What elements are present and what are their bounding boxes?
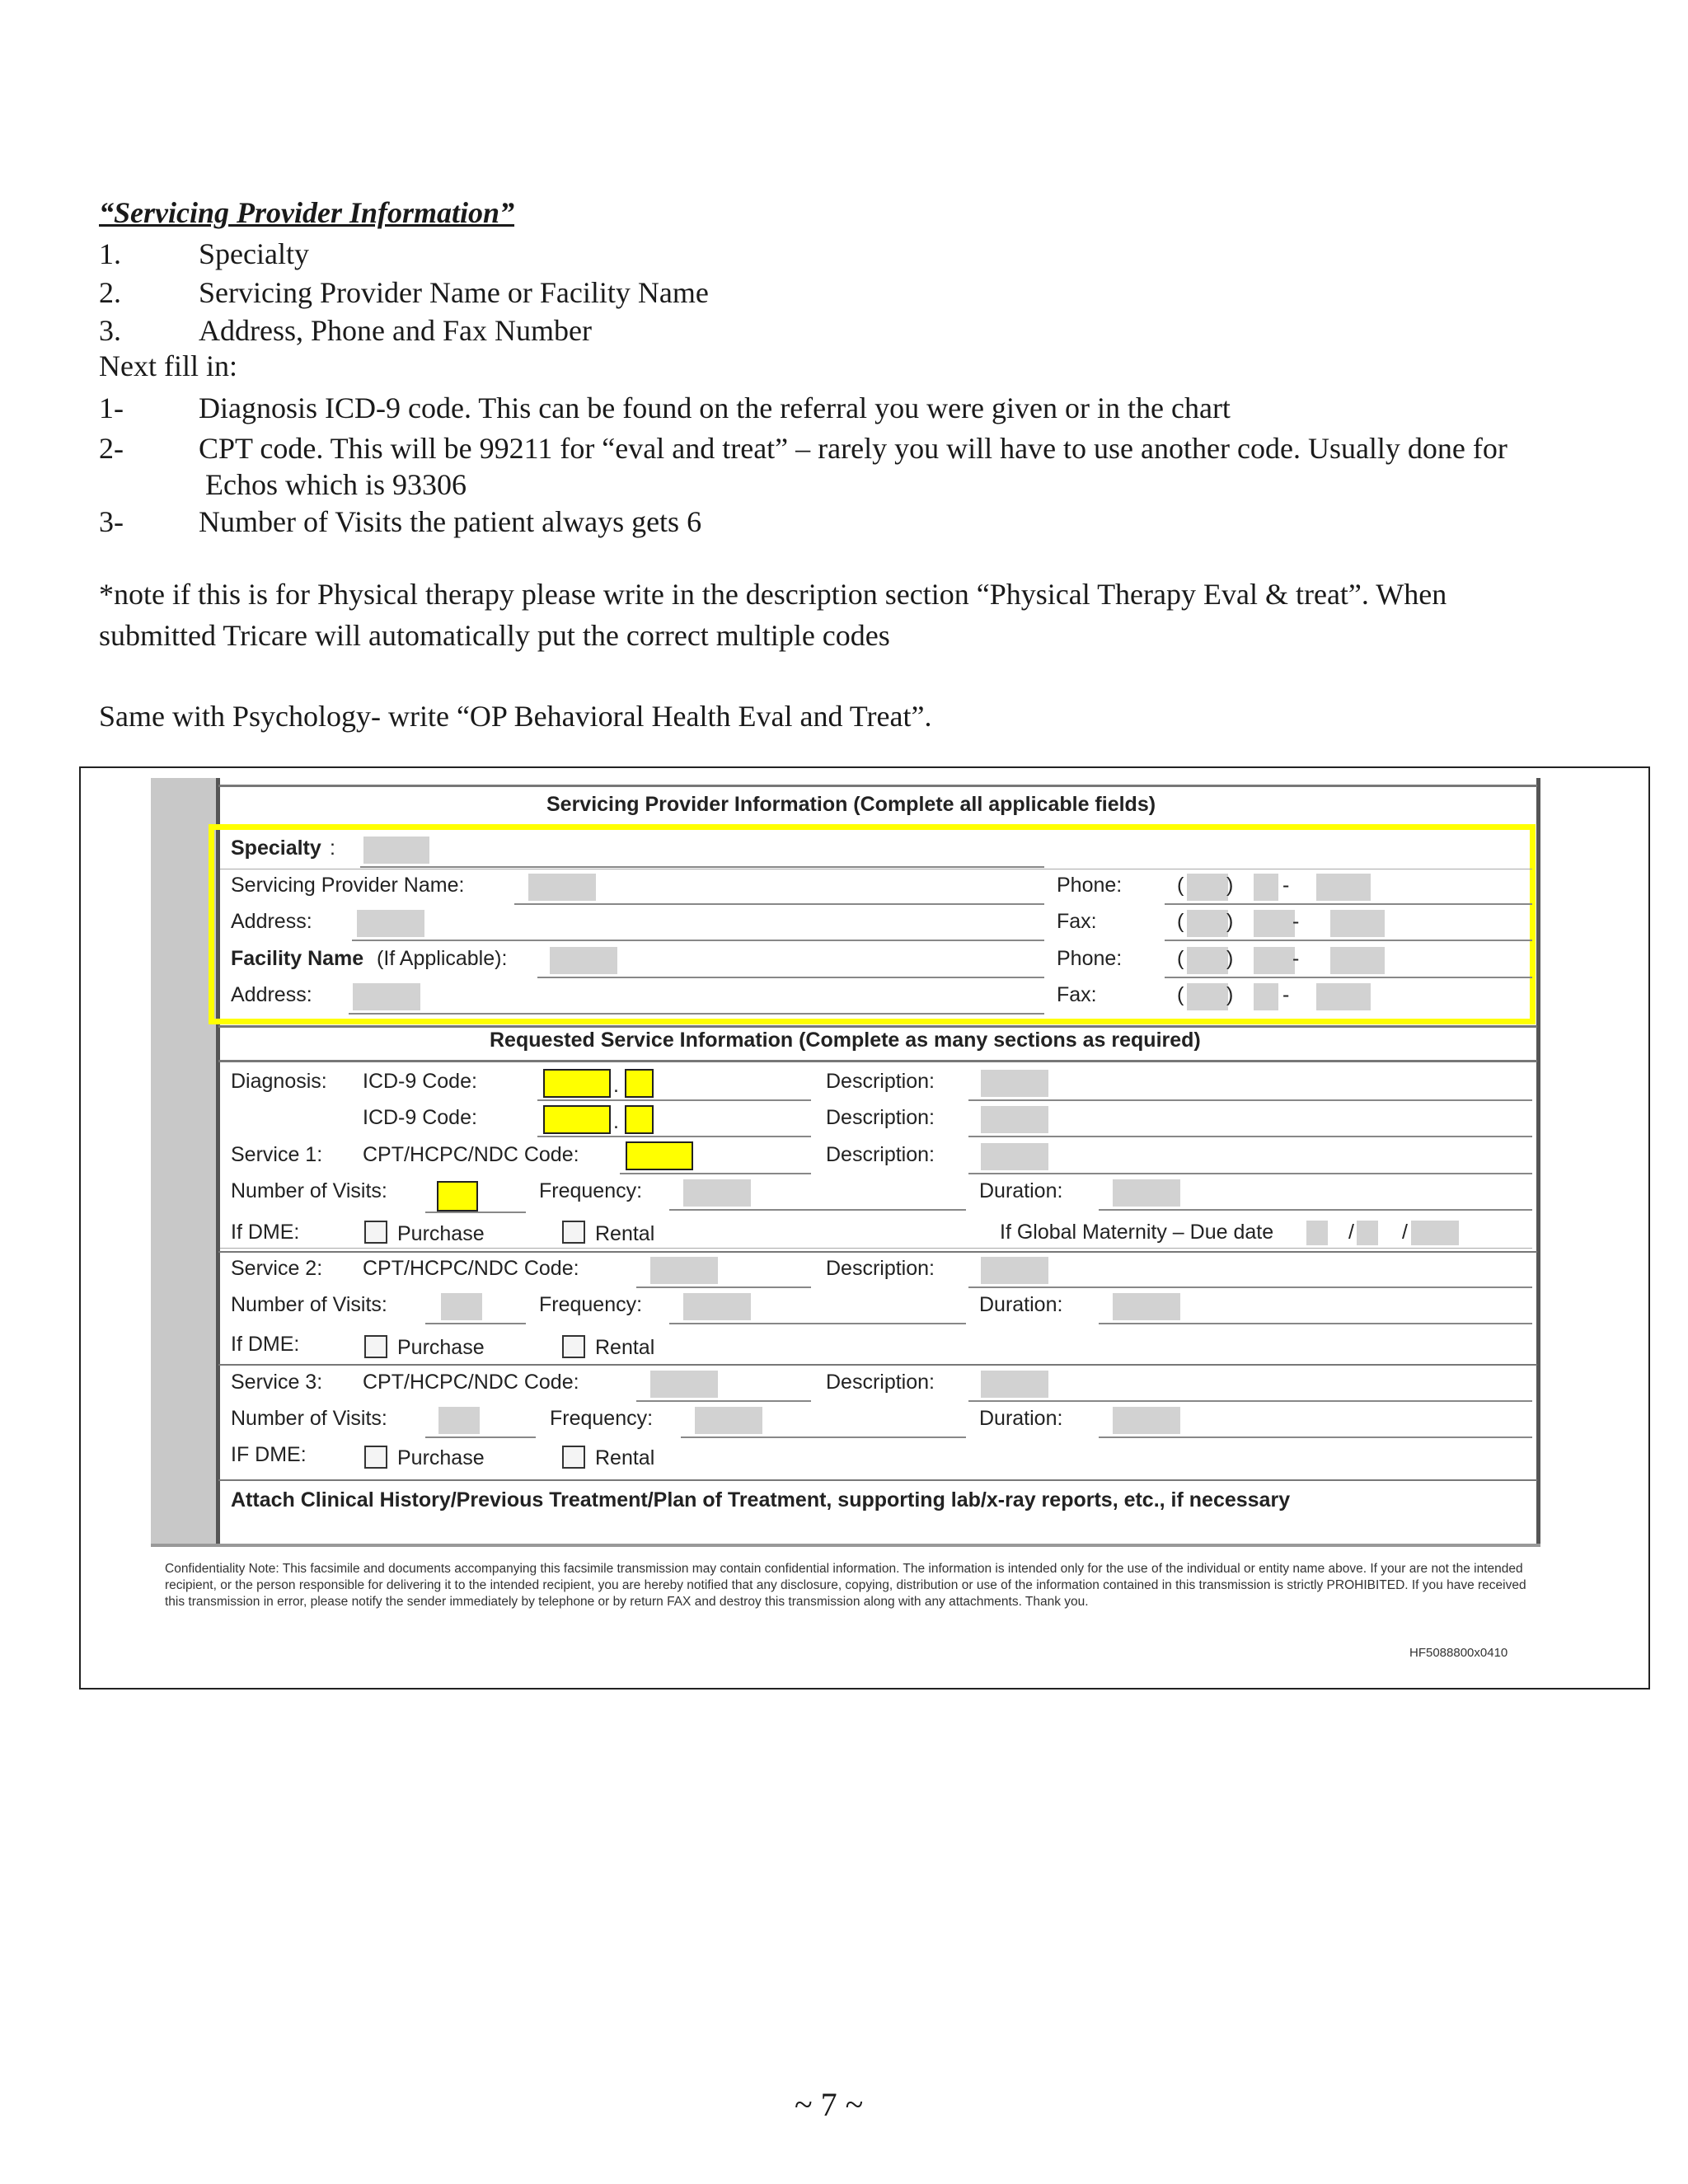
due-date-month-field[interactable]	[1306, 1221, 1328, 1245]
duration-label: Duration:	[979, 1407, 1063, 1430]
frequency-field[interactable]	[683, 1179, 751, 1207]
fax-label: Fax:	[1057, 910, 1097, 933]
facility-phone-area-field[interactable]	[1187, 947, 1228, 974]
divider	[218, 1479, 1537, 1481]
icd9-code-label: ICD-9 Code:	[363, 1070, 477, 1093]
list-item: Specialty	[199, 237, 309, 270]
purchase-label: Purchase	[397, 1446, 485, 1469]
icd9-decimal-field[interactable]	[625, 1105, 654, 1134]
description-label: Description:	[826, 1106, 935, 1129]
form-id: HF5088800x0410	[1409, 1646, 1508, 1660]
servicing-provider-name-label: Servicing Provider Name:	[231, 874, 465, 897]
underline	[537, 1136, 811, 1137]
duration-field[interactable]	[1113, 1293, 1180, 1320]
underline	[349, 1013, 1044, 1015]
attach-instructions: Attach Clinical History/Previous Treatment/Plan of Treatment, supporting lab/x-ray reports, etc., if necessary	[231, 1488, 1291, 1511]
icd9-decimal-field[interactable]	[625, 1069, 654, 1098]
frequency-field[interactable]	[683, 1293, 751, 1320]
frequency-label: Frequency:	[539, 1179, 643, 1202]
paren-open: (	[1177, 947, 1184, 970]
cpt-code-label: CPT/HCPC/NDC Code:	[363, 1143, 579, 1166]
service-description-field[interactable]	[981, 1143, 1048, 1170]
cpt-code-label: CPT/HCPC/NDC Code:	[363, 1257, 579, 1280]
cpt-code-label: CPT/HCPC/NDC Code:	[363, 1371, 579, 1394]
step-number: 2-	[99, 432, 124, 465]
description-label: Description:	[826, 1070, 935, 1093]
row-divider	[220, 1248, 1532, 1249]
specialty-colon: :	[330, 837, 335, 860]
service-2-label: Service 2:	[231, 1257, 323, 1280]
rental-label: Rental	[595, 1336, 655, 1359]
dash: -	[1292, 947, 1300, 970]
underline	[537, 1099, 811, 1101]
underline	[425, 1436, 536, 1438]
dot: .	[613, 1074, 619, 1097]
underline	[968, 1099, 1532, 1101]
underline	[968, 1400, 1532, 1402]
section-heading: “Servicing Provider Information”	[99, 196, 515, 229]
underline	[968, 1136, 1532, 1137]
duration-field[interactable]	[1113, 1407, 1180, 1434]
divider	[218, 1025, 1537, 1028]
paren-open: (	[1177, 874, 1184, 897]
facility-phone-number-field[interactable]	[1330, 947, 1385, 974]
facility-fax-prefix-field[interactable]	[1254, 983, 1278, 1010]
paren-close: )	[1226, 874, 1234, 897]
underline	[1165, 977, 1532, 978]
if-applicable-label: (If Applicable):	[377, 947, 508, 970]
underline	[1165, 940, 1532, 941]
diagnosis-label: Diagnosis:	[231, 1070, 327, 1093]
purchase-checkbox[interactable]	[364, 1446, 387, 1469]
underline	[425, 1323, 526, 1324]
underline	[1099, 1209, 1532, 1211]
form-left-strip	[151, 778, 217, 1546]
global-maternity-label: If Global Maternity – Due date	[1000, 1221, 1274, 1244]
dash: -	[1282, 983, 1290, 1006]
psychology-note: Same with Psychology- write “OP Behavioral Health Eval and Treat”.	[99, 700, 932, 733]
rental-checkbox[interactable]	[562, 1446, 585, 1469]
icd9-code-field[interactable]	[543, 1069, 611, 1098]
description-label: Description:	[826, 1371, 935, 1394]
number-of-visits-label: Number of Visits:	[231, 1179, 387, 1202]
description-label: Description:	[826, 1143, 935, 1166]
step-text: Diagnosis ICD-9 code. This can be found on the referral you were given or in the chart	[199, 391, 1231, 424]
duration-label: Duration:	[979, 1293, 1063, 1316]
step-number: 1-	[99, 391, 124, 424]
list-item: Servicing Provider Name or Facility Name	[199, 276, 709, 309]
underline	[968, 1173, 1532, 1174]
paren-open: (	[1177, 910, 1184, 933]
form-right-border	[1536, 778, 1540, 1546]
frequency-field[interactable]	[695, 1407, 762, 1434]
underline	[1099, 1323, 1532, 1324]
section-title: Requested Service Information (Complete as many sections as required)	[490, 1029, 1201, 1052]
description-label: Description:	[826, 1257, 935, 1280]
next-fill-label: Next fill in:	[99, 349, 237, 382]
divider	[218, 785, 1537, 787]
divider	[218, 1251, 1537, 1253]
service-1-label: Service 1:	[231, 1143, 323, 1166]
duration-field[interactable]	[1113, 1179, 1180, 1207]
underline	[681, 1436, 966, 1438]
page-number: ~ 7 ~	[795, 2086, 864, 2123]
facility-fax-area-field[interactable]	[1187, 983, 1228, 1010]
diagnosis-description-field[interactable]	[981, 1106, 1048, 1133]
paren-close: )	[1226, 947, 1234, 970]
underline	[968, 1286, 1532, 1288]
cpt-code-field[interactable]	[650, 1371, 718, 1398]
dot: .	[613, 1110, 619, 1133]
fax-label: Fax:	[1057, 983, 1097, 1006]
purchase-label: Purchase	[397, 1336, 485, 1359]
list-item-number: 2.	[99, 276, 121, 309]
underline	[620, 1173, 811, 1174]
address-field[interactable]	[357, 910, 424, 937]
step-text: Number of Visits the patient always gets 6	[199, 505, 702, 538]
underline	[636, 1286, 811, 1288]
divider	[218, 1364, 1537, 1366]
paren-open: (	[1177, 983, 1184, 1006]
underline	[425, 1212, 526, 1213]
due-date-year-field[interactable]	[1411, 1221, 1459, 1245]
underline	[352, 940, 1044, 941]
underline	[360, 866, 1044, 868]
address-label: Address:	[231, 983, 312, 1006]
number-of-visits-field[interactable]	[441, 1293, 482, 1320]
note-line: *note if this is for Physical therapy please write in the description section “Physical Therapy Eval & treat”. When	[99, 578, 1447, 611]
number-of-visits-label: Number of Visits:	[231, 1293, 387, 1316]
form-bottom-border	[151, 1544, 1540, 1547]
if-dme-label: If DME:	[231, 1221, 300, 1244]
phone-area-field[interactable]	[1187, 874, 1228, 901]
service-description-field[interactable]	[981, 1371, 1048, 1398]
underline	[1165, 903, 1532, 905]
if-dme-label: If DME:	[231, 1333, 300, 1356]
date-slash: /	[1402, 1221, 1408, 1244]
list-item-number: 3.	[99, 314, 121, 347]
underline	[669, 1209, 966, 1211]
dash: -	[1282, 874, 1290, 897]
duration-label: Duration:	[979, 1179, 1063, 1202]
specialty-label: Specialty	[231, 837, 321, 860]
rental-checkbox[interactable]	[562, 1221, 585, 1244]
step-text-continued: Echos which is 93306	[205, 468, 467, 501]
cpt-code-field[interactable]	[650, 1257, 718, 1284]
step-text: CPT code. This will be 99211 for “eval and treat” – rarely you will have to use another code. Usually done for	[199, 432, 1507, 465]
icd9-code-label: ICD-9 Code:	[363, 1106, 477, 1129]
note-line: submitted Tricare will automatically put the correct multiple codes	[99, 619, 890, 652]
step-number: 3-	[99, 505, 124, 538]
purchase-label: Purchase	[397, 1222, 485, 1245]
service-description-field[interactable]	[981, 1257, 1048, 1284]
due-date-day-field[interactable]	[1357, 1221, 1378, 1245]
confidentiality-note: Confidentiality Note: This facsimile and documents accompanying this facsimile transmission may contain confidential information. The information is intended only for the use of the individual or entity name above. If your are not the intended recipient, or the person responsible for delivering it to the intended recipient, you are hereby notified that any disclosure, copying, distribution or use of the information contained in this transmission is strictly PROHIBITED. If you have received this transmission in error, please notify the sender immediately by telephone or by return FAX and destroy this transmission along with any attachments. Thank you.	[165, 1562, 1526, 1609]
underline	[1099, 1436, 1532, 1438]
rental-label: Rental	[595, 1222, 655, 1245]
divider	[218, 1060, 1537, 1062]
fax-area-field[interactable]	[1187, 910, 1228, 937]
fax-prefix-field[interactable]	[1254, 910, 1295, 937]
paren-close: )	[1226, 910, 1234, 933]
facility-phone-prefix-field[interactable]	[1254, 947, 1295, 974]
phone-prefix-field[interactable]	[1254, 874, 1278, 901]
purchase-checkbox[interactable]	[364, 1335, 387, 1358]
facility-fax-number-field[interactable]	[1316, 983, 1371, 1010]
facility-address-field[interactable]	[353, 983, 420, 1010]
underline	[669, 1323, 966, 1324]
icd9-code-field[interactable]	[543, 1105, 611, 1134]
dash: -	[1292, 910, 1300, 933]
section-title: Servicing Provider Information (Complete all applicable fields)	[546, 793, 1156, 816]
underline	[537, 977, 1044, 978]
if-dme-label: IF DME:	[231, 1443, 307, 1466]
facility-name-label: Facility Name	[231, 947, 364, 970]
specialty-field[interactable]	[363, 837, 429, 864]
list-item-number: 1.	[99, 237, 121, 270]
cpt-code-field[interactable]	[626, 1141, 693, 1170]
underline	[514, 903, 1044, 905]
phone-label: Phone:	[1057, 947, 1123, 970]
fax-number-field[interactable]	[1330, 910, 1385, 937]
provider-name-field[interactable]	[528, 874, 596, 901]
phone-number-field[interactable]	[1316, 874, 1371, 901]
underline	[636, 1400, 811, 1402]
service-3-label: Service 3:	[231, 1371, 323, 1394]
rental-label: Rental	[595, 1446, 655, 1469]
number-of-visits-label: Number of Visits:	[231, 1407, 387, 1430]
list-item: Address, Phone and Fax Number	[199, 314, 592, 347]
paren-close: )	[1226, 983, 1234, 1006]
frequency-label: Frequency:	[550, 1407, 654, 1430]
phone-label: Phone:	[1057, 874, 1123, 897]
diagnosis-description-field[interactable]	[981, 1070, 1048, 1097]
address-label: Address:	[231, 910, 312, 933]
facility-name-field[interactable]	[550, 947, 617, 974]
rental-checkbox[interactable]	[562, 1335, 585, 1358]
number-of-visits-field[interactable]	[437, 1181, 478, 1212]
purchase-checkbox[interactable]	[364, 1221, 387, 1244]
number-of-visits-field[interactable]	[438, 1407, 480, 1434]
frequency-label: Frequency:	[539, 1293, 643, 1316]
date-slash: /	[1348, 1221, 1354, 1244]
